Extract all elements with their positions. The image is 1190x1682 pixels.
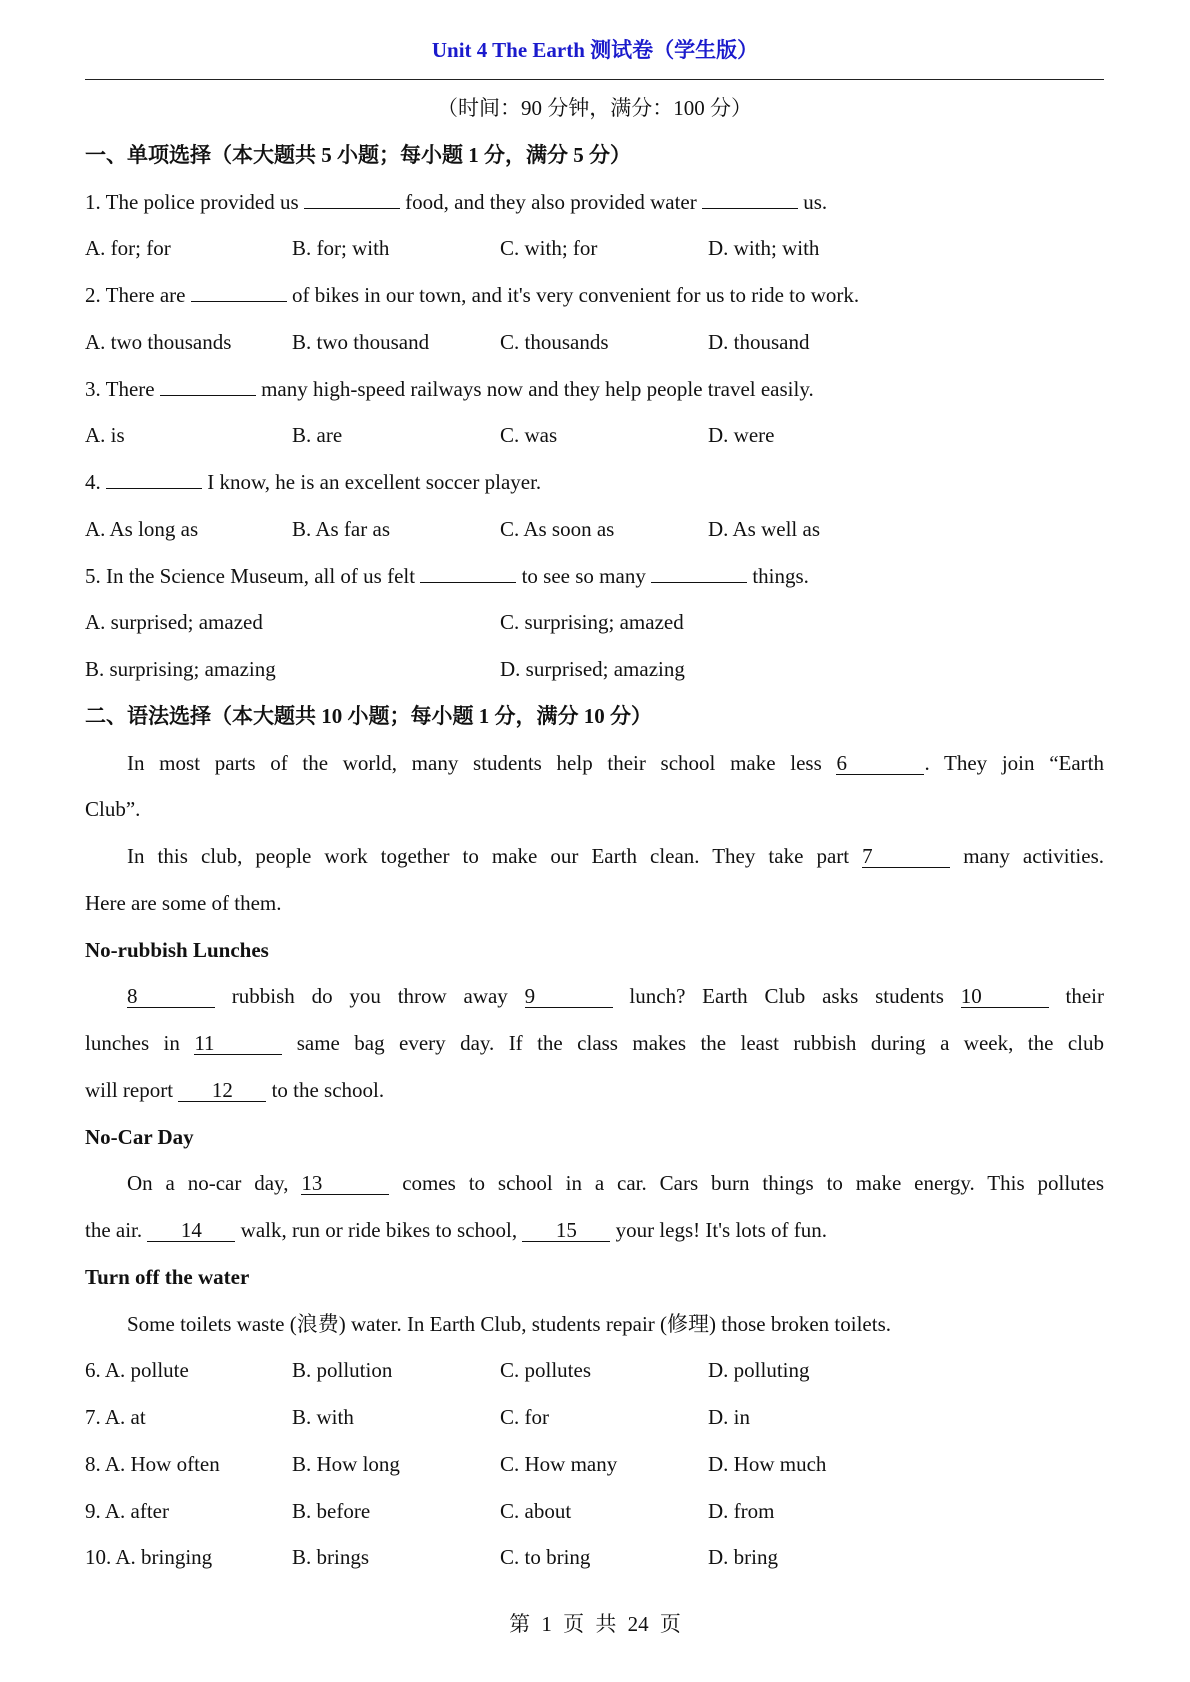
text-segment: food, and they also provided water xyxy=(399,189,702,214)
answer-blank xyxy=(106,488,202,489)
answer-blank: 9 xyxy=(525,985,613,1008)
answer-option: B. for; with xyxy=(292,236,390,261)
section1-questions xyxy=(85,179,1104,693)
answer-option: A. two thousands xyxy=(85,329,232,354)
answer-option: D. in xyxy=(708,1405,750,1429)
text-segment: No-rubbish Lunches xyxy=(85,937,269,962)
subheading xyxy=(85,1254,1104,1301)
text-segment: . They join “Earth xyxy=(924,750,1104,775)
text-segment: 1. The police provided us xyxy=(85,189,304,214)
subheading xyxy=(85,1114,1104,1161)
text-segment: your legs! It's lots of fun. xyxy=(610,1218,828,1242)
answer-blank xyxy=(651,582,747,583)
text-segment: to the school. xyxy=(266,1077,385,1102)
answer-option: C. surprising; amazed xyxy=(500,610,684,635)
answer-option: A. for; for xyxy=(85,236,171,261)
text-segment: 2. There are xyxy=(85,283,191,307)
answer-blank: 6 xyxy=(836,752,924,775)
answer-option: A. is xyxy=(85,423,125,448)
answer-option: B. are xyxy=(292,423,343,448)
text-segment: In this club, people work together to make our Earth clean. They take part xyxy=(127,844,863,868)
question-stem xyxy=(85,553,1104,600)
cloze-passage xyxy=(85,740,1104,1348)
passage-line xyxy=(85,786,1104,833)
page-number: 第 1 页 共 24 页 xyxy=(509,1612,681,1636)
text-segment: Here are some of them. xyxy=(85,890,282,915)
options-row xyxy=(85,1534,1104,1581)
answer-blank: 7 xyxy=(862,845,950,868)
answer-blank: 8 xyxy=(127,985,215,1008)
answer-option: C. was xyxy=(500,423,558,448)
answer-option: B. How long xyxy=(292,1451,400,1476)
text-segment: 4. xyxy=(85,470,106,494)
text-segment: No-Car Day xyxy=(85,1124,194,1149)
answer-blank: 11 xyxy=(194,1032,282,1055)
answer-option: B. with xyxy=(292,1405,354,1429)
question-stem xyxy=(85,459,1104,506)
text-segment: I know, he is an excellent soccer player. xyxy=(202,470,542,494)
section-heading: 二、语法选择（本大题共 10 小题；每小题 1 分，满分 10 分） xyxy=(85,703,652,728)
answer-option: D. from xyxy=(708,1498,775,1523)
answer-option: D. polluting xyxy=(708,1358,810,1383)
text-segment: of bikes in our town, and it's very convenient for us to ride to work. xyxy=(286,283,860,307)
text-segment: 5. In the Science Museum, all of us felt xyxy=(85,563,421,588)
text-segment: lunches in xyxy=(85,1031,195,1055)
answer-option: B. two thousand xyxy=(292,329,430,354)
passage-line xyxy=(85,973,1104,1020)
text-segment: will report xyxy=(85,1077,179,1102)
text-segment: to see so many xyxy=(516,563,652,588)
text-segment: things. xyxy=(747,563,809,588)
options-row xyxy=(85,1347,1104,1394)
passage-line xyxy=(85,833,1104,880)
text-segment: Turn off the water xyxy=(85,1264,250,1289)
options-row xyxy=(85,225,1104,272)
document-title: Unit 4 The Earth 测试卷（学生版） xyxy=(431,38,759,62)
passage-line xyxy=(85,1160,1104,1207)
passage-line xyxy=(85,1020,1104,1067)
answer-option: C. As soon as xyxy=(500,516,615,541)
answer-blank: 15 xyxy=(522,1219,610,1242)
passage-line xyxy=(85,740,1104,787)
question-stem xyxy=(85,179,1104,226)
answer-option: 10. A. bringing xyxy=(85,1545,213,1570)
answer-option: C. to bring xyxy=(500,1545,591,1570)
answer-option: C. How many xyxy=(500,1451,618,1476)
text-segment: Club”. xyxy=(85,797,141,822)
answer-blank: 14 xyxy=(147,1219,235,1242)
answer-option: A. As long as xyxy=(85,516,199,541)
answer-option: A. surprised; amazed xyxy=(85,610,263,635)
answer-option: D. were xyxy=(708,423,775,448)
text-segment: 3. There xyxy=(85,376,160,401)
options-row xyxy=(85,1488,1104,1535)
answer-option: B. As far as xyxy=(292,516,390,541)
text-segment: On a no-car day, xyxy=(127,1171,302,1196)
question-stem xyxy=(85,272,1104,319)
options-row xyxy=(85,646,1104,693)
options-row xyxy=(85,506,1104,553)
answer-option: B. before xyxy=(292,1498,371,1523)
section-heading: 一、单项选择（本大题共 5 小题；每小题 1 分，满分 5 分） xyxy=(85,142,631,167)
question-stem xyxy=(85,366,1104,413)
subheading xyxy=(85,927,1104,974)
answer-blank xyxy=(304,208,400,209)
answer-option: D. with; with xyxy=(708,236,820,261)
header-rule xyxy=(85,79,1104,80)
text-segment: the air. xyxy=(85,1218,148,1242)
options-row xyxy=(85,1394,1104,1441)
answer-option: D. thousand xyxy=(708,329,810,354)
text-segment: many high-speed railways now and they help people travel easily. xyxy=(255,376,814,401)
text-segment: us. xyxy=(798,189,828,214)
answer-option: B. pollution xyxy=(292,1358,393,1383)
exam-time-info: （时间：90 分钟，满分：100 分） xyxy=(437,96,752,120)
text-segment: lunch? Earth Club asks students xyxy=(612,984,961,1009)
answer-option: 6. A. pollute xyxy=(85,1358,189,1383)
passage-line xyxy=(85,1301,1104,1348)
answer-option: C. about xyxy=(500,1498,572,1523)
answer-blank xyxy=(420,582,516,583)
options-row xyxy=(85,319,1104,366)
text-segment: Some toilets waste (浪费) water. In Earth Club, students repair (修理) those broken toilets. xyxy=(127,1311,892,1336)
answer-option: 9. A. after xyxy=(85,1498,169,1523)
answer-option: 7. A. at xyxy=(85,1405,146,1429)
answer-option: C. with; for xyxy=(500,236,598,261)
exam-content xyxy=(85,85,1104,1581)
options-row xyxy=(85,1441,1104,1488)
answer-option: B. brings xyxy=(292,1545,370,1570)
text-segment: rubbish do you throw away xyxy=(215,984,525,1009)
options-row xyxy=(85,412,1104,459)
answer-option: D. surprised; amazing xyxy=(500,657,685,681)
text-segment: In most parts of the world, many students help their school make less xyxy=(127,750,837,775)
section2-options xyxy=(85,1347,1104,1581)
text-segment: many activities. xyxy=(950,844,1104,868)
answer-option: D. As well as xyxy=(708,516,820,541)
passage-line xyxy=(85,1067,1104,1114)
text-segment: comes to school in a car. Cars burn things to make energy. This pollutes xyxy=(389,1171,1104,1196)
text-segment: walk, run or ride bikes to school, xyxy=(235,1218,523,1242)
answer-blank xyxy=(702,208,798,209)
answer-option: C. pollutes xyxy=(500,1358,592,1383)
answer-blank: 13 xyxy=(301,1172,389,1195)
answer-option: C. thousands xyxy=(500,329,609,354)
answer-option: B. surprising; amazing xyxy=(85,657,276,681)
answer-option: 8. A. How often xyxy=(85,1451,220,1476)
answer-option: D. How much xyxy=(708,1451,827,1476)
text-segment: their xyxy=(1048,984,1105,1009)
text-segment: same bag every day. If the class makes the least rubbish during a week, the club xyxy=(282,1031,1104,1055)
answer-blank xyxy=(191,301,287,302)
answer-option: D. bring xyxy=(708,1545,778,1570)
answer-option: C. for xyxy=(500,1405,549,1429)
passage-line xyxy=(85,880,1104,927)
options-row xyxy=(85,599,1104,646)
passage-line xyxy=(85,1207,1104,1254)
answer-blank: 10 xyxy=(961,985,1049,1008)
answer-blank: 12 xyxy=(178,1079,266,1102)
answer-blank xyxy=(160,395,256,396)
